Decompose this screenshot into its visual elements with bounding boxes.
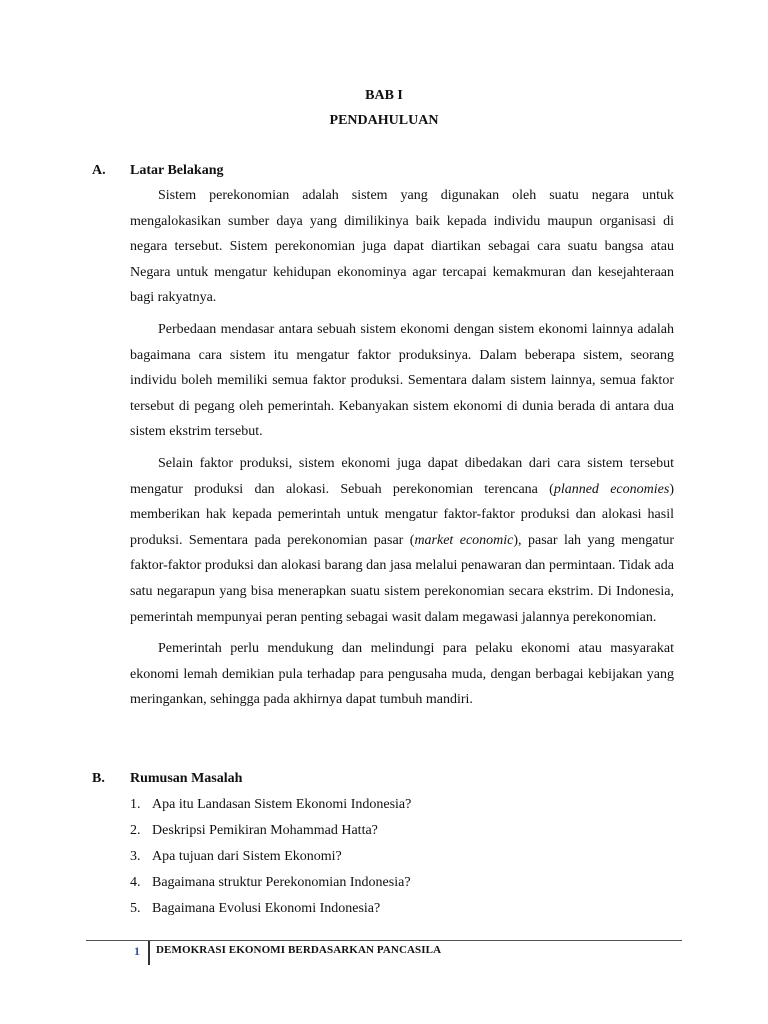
list-item bbox=[130, 844, 674, 870]
list-item bbox=[130, 896, 674, 922]
list-item bbox=[130, 818, 674, 844]
footer-divider bbox=[86, 940, 682, 941]
list-item-number: 4. bbox=[130, 875, 141, 890]
list-item-text: Apa itu Landasan Sistem Ekonomi Indonesia? bbox=[152, 797, 412, 812]
section-a-letter: A. bbox=[92, 163, 106, 178]
section-a-body bbox=[130, 183, 674, 719]
footer-separator bbox=[148, 941, 150, 965]
paragraph-3-part-c: ), pasar lah yang mengatur faktor-faktor produksi dan alokasi barang dan jasa melalui penawaran dan permintaan. Tidak ada satu negarapun yang bisa menerapkan suatu sistem perekonomian secara ekstrim. Di Indonesia, pemerintah mempunyai peran penting sebagai wasit dalam megawasi jalannya perekonomian. bbox=[130, 532, 674, 625]
paragraph-2: Perbedaan mendasar antara sebuah sistem ekonomi dengan sistem ekonomi lainnya adalah bagaimana cara sistem itu mengatur faktor produksinya. Dalam beberapa sistem, seorang individu boleh memiliki semua faktor produksi. Sementara dalam sistem lainnya, semua faktor tersebut di pegang oleh pemerintah. Kebanyakan sistem ekonomi di dunia berada di antara dua sistem ekstrim tersebut. bbox=[130, 321, 674, 440]
list-item-text: Bagaimana Evolusi Ekonomi Indonesia? bbox=[152, 901, 381, 916]
section-b-letter: B. bbox=[92, 771, 105, 786]
paragraph-3-part-a: Selain faktor produksi, sistem ekonomi juga dapat dibedakan dari cara sistem tersebut mengatur produksi dan alokasi. Sebuah perekonomian terencana ( bbox=[130, 455, 674, 497]
paragraph-4: Pemerintah perlu mendukung dan melindungi para pelaku ekonomi atau masyarakat ekonomi lemah demikian pula terhadap para pengusaha muda, dengan berbagai kebijakan yang meringankan, sehingga pada akhirnya dapat tumbuh mandiri. bbox=[130, 641, 674, 708]
paragraph-3-italic-planned: planned economies bbox=[553, 481, 670, 497]
list-item-number: 3. bbox=[130, 849, 141, 864]
list-item-number: 1. bbox=[130, 797, 141, 812]
chapter-number: BAB I bbox=[365, 88, 403, 103]
section-b-title: Rumusan Masalah bbox=[130, 771, 243, 786]
paragraph-3-italic-market: market economic bbox=[414, 532, 514, 548]
list-item-text: Apa tujuan dari Sistem Ekonomi? bbox=[152, 849, 342, 864]
paragraph-3-part-b: ) memberikan hak kepada pemerintah untuk mengatur faktor-faktor produksi dan alokasi hasil produksi. Sementara pada perekonomian pasar ( bbox=[130, 481, 674, 548]
list-item-text: Deskripsi Pemikiran Mohammad Hatta? bbox=[152, 823, 378, 838]
paragraph-3 bbox=[130, 451, 674, 630]
paragraph-1: Sistem perekonomian adalah sistem yang digunakan oleh suatu negara untuk mengalokasikan sumber daya yang dimilikinya baik kepada individu maupun organisasi di negara tersebut. Sistem perekonomian juga dapat diartikan sebagai cara suatu bangsa atau Negara untuk mengatur kehidupan ekonominya agar tercapai kemakmuran dan kesejahteraan bagi rakyatnya. bbox=[130, 188, 674, 306]
list-item bbox=[130, 870, 674, 896]
list-item-text: Bagaimana struktur Perekonomian Indonesia? bbox=[152, 875, 411, 890]
list-item-number: 5. bbox=[130, 901, 141, 916]
chapter-title: PENDAHULUAN bbox=[329, 113, 439, 128]
footer-title: DEMOKRASI EKONOMI BERDASARKAN PANCASILA bbox=[156, 944, 442, 956]
problem-list bbox=[130, 792, 674, 922]
page-number: 1 bbox=[134, 944, 140, 958]
list-item bbox=[130, 792, 674, 818]
list-item-number: 2. bbox=[130, 823, 141, 838]
section-a-title: Latar Belakang bbox=[130, 163, 224, 178]
